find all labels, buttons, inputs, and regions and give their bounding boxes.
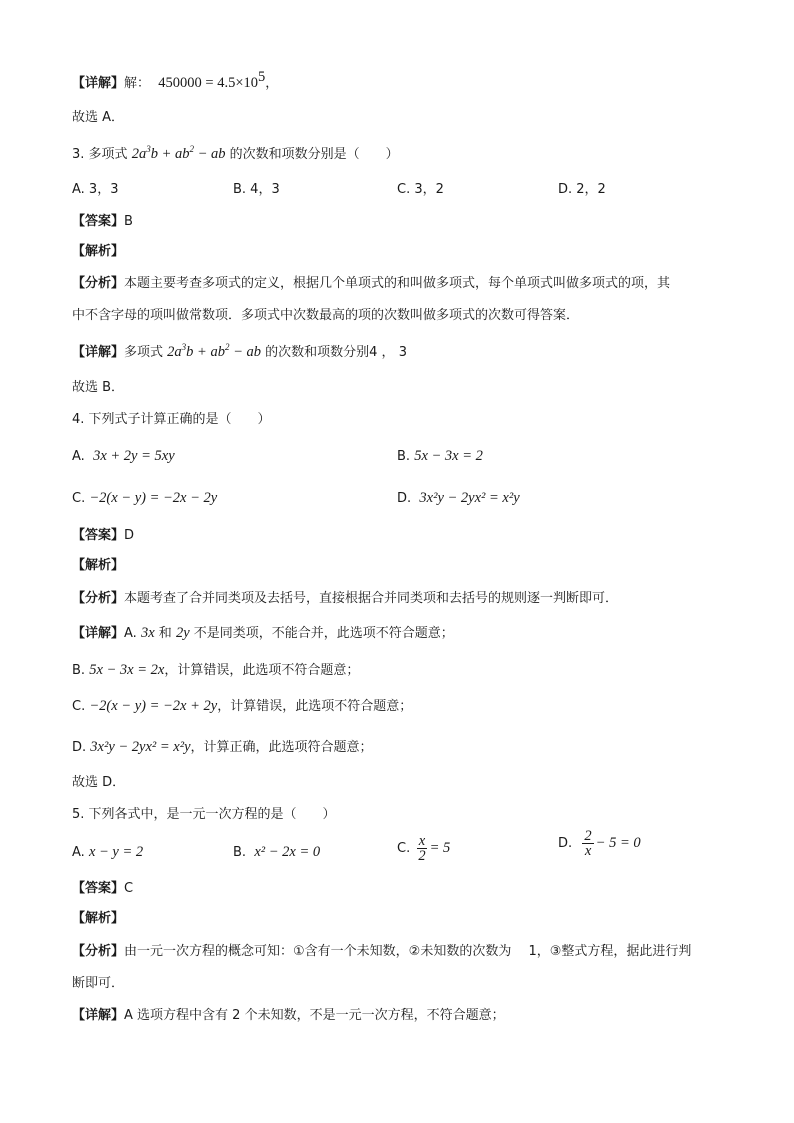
q4-analysis-label: 【解析】 bbox=[72, 558, 125, 573]
q5-option-a bbox=[72, 843, 143, 862]
option-letter: D. bbox=[397, 491, 412, 506]
detail-d-formula: 3x²y − 2yx² = x²y bbox=[90, 739, 191, 755]
option-letter: C. bbox=[397, 841, 411, 856]
q5-detail-a bbox=[72, 1007, 505, 1025]
option-letter: B. bbox=[397, 449, 411, 464]
detail-a-text: 不是同类项，不能合并，此选项不符合题意； bbox=[193, 626, 454, 641]
q3-fenxi-1 bbox=[72, 275, 670, 293]
option-fraction bbox=[416, 834, 427, 863]
detail-d-text: ，计算正确，此选项符合题意； bbox=[190, 740, 373, 755]
q3-detail-formula: $2a^3b + ab^2$ − ab bbox=[167, 342, 262, 360]
detail-formula-exp: 5 bbox=[258, 69, 266, 85]
detail-label: 【详解】 bbox=[72, 1008, 125, 1023]
detail-b-text: ，计算错误，此选项不符合题意； bbox=[164, 663, 360, 678]
detail-c-prefix: C. bbox=[72, 699, 86, 714]
q5-analysis-label: 【解析】 bbox=[72, 911, 125, 926]
detail-c-text: ，计算错误，此选项不符合题意； bbox=[217, 699, 413, 714]
detail-prefix: 多项式 bbox=[124, 345, 164, 360]
q4-detail-d bbox=[72, 738, 373, 757]
option-letter: D. bbox=[558, 836, 573, 851]
fenxi-text: 由一元一次方程的概念可知：①含有一个未知数，②未知数的次数为 1，③整式方程，据此进行判 bbox=[124, 944, 692, 959]
detail-a-and: 和 bbox=[158, 626, 172, 641]
detail-label: 【详解】 bbox=[72, 76, 125, 91]
option-formula: x² − 2x = 0 bbox=[254, 844, 321, 860]
option-letter: C. bbox=[72, 491, 86, 506]
fraction-denominator: x bbox=[584, 843, 592, 859]
q3-detail bbox=[72, 343, 407, 362]
q4-stem: 4. 下列式子计算正确的是（ ） bbox=[72, 412, 271, 427]
q3-stem-prefix: 3. 多项式 bbox=[72, 147, 128, 162]
answer-label: 【答案】 bbox=[72, 528, 125, 543]
q5-option-d bbox=[558, 829, 641, 858]
option-letter: A. bbox=[72, 845, 85, 860]
detail-suffix: 的次数和项数分别4 ， 3 bbox=[265, 345, 407, 360]
q4-option-d bbox=[397, 489, 520, 508]
fenxi-label: 【分析】 bbox=[72, 591, 125, 606]
answer-label: 【答案】 bbox=[72, 881, 125, 896]
detail-a-prefix: A. bbox=[124, 626, 137, 641]
answer-value: D bbox=[124, 528, 135, 543]
q4-option-a bbox=[72, 447, 175, 466]
detail-b-prefix: B. bbox=[72, 663, 86, 678]
q5-option-b bbox=[233, 843, 320, 862]
detail-d-prefix: D. bbox=[72, 740, 87, 755]
q3-fenxi-2: 中不含字母的项叫做常数项．多项式中次数最高的项的次数叫做多项式的次数可得答案． bbox=[72, 308, 580, 323]
q3-stem-suffix: 的次数和项数分别是（ ） bbox=[229, 147, 399, 162]
detail-a-y: 2y bbox=[175, 625, 190, 641]
detail-label: 【详解】 bbox=[72, 626, 125, 641]
q3-option-a: A. 3，3 bbox=[72, 182, 119, 197]
q4-conclusion: 故选 D． bbox=[72, 775, 126, 790]
q4-detail-c bbox=[72, 697, 412, 716]
fenxi-label: 【分析】 bbox=[72, 276, 125, 291]
q3-option-d: D. 2，2 bbox=[558, 182, 606, 197]
q3-option-b: B. 4，3 bbox=[233, 182, 280, 197]
detail-formula: 450000 = 4.5×10 bbox=[158, 75, 259, 91]
fraction-denominator: 2 bbox=[418, 848, 426, 864]
answer-value: C bbox=[124, 881, 134, 896]
option-letter: B. bbox=[233, 845, 247, 860]
q4-option-b bbox=[397, 447, 483, 466]
fenxi-label: 【分析】 bbox=[72, 944, 125, 959]
answer-label: 【答案】 bbox=[72, 214, 125, 229]
option-formula: 3x + 2y = 5xy bbox=[93, 448, 175, 464]
answer-value: B bbox=[124, 214, 133, 229]
detail-label: 【详解】 bbox=[72, 345, 125, 360]
q3-option-c: C. 3，2 bbox=[397, 182, 444, 197]
detail-text: 解： bbox=[124, 76, 151, 91]
fraction-numerator: 2 bbox=[584, 828, 592, 844]
detail-a-text: A 选项方程中含有 2 个未知数，不是一元一次方程，不符合题意； bbox=[124, 1008, 505, 1023]
q5-answer bbox=[72, 880, 133, 898]
q3-stem bbox=[72, 145, 399, 164]
q3-analysis-label: 【解析】 bbox=[72, 244, 125, 259]
option-formula: x − y = 2 bbox=[88, 844, 144, 860]
q4-fenxi bbox=[72, 590, 618, 608]
detail-c-formula: −2(x − y) = −2x + 2y bbox=[89, 698, 218, 714]
option-letter: A. bbox=[72, 449, 85, 464]
fenxi-text: 本题主要考查多项式的定义，根据几个单项式的和叫做多项式，每个单项式叫做多项式的项，其 bbox=[124, 276, 671, 291]
option-formula: 5x − 3x = 2 bbox=[414, 448, 483, 464]
q2-conclusion: 故选 A． bbox=[72, 110, 125, 125]
option-fraction bbox=[582, 829, 593, 858]
q3-stem-formula: $2a^3b + ab^2$ − ab bbox=[131, 144, 226, 162]
fraction-numerator: x bbox=[418, 833, 426, 849]
q3-conclusion: 故选 B． bbox=[72, 380, 125, 395]
q5-fenxi-1 bbox=[72, 943, 691, 961]
q2-detail-line bbox=[72, 69, 279, 93]
detail-formula-tail: ， bbox=[265, 76, 279, 91]
option-formula-rest: − 5 = 0 bbox=[595, 835, 641, 851]
q5-fenxi-2: 断即可． bbox=[72, 976, 125, 991]
detail-b-formula: 5x − 3x = 2x bbox=[89, 662, 165, 678]
detail-a-x: 3x bbox=[140, 625, 155, 641]
q5-option-c bbox=[397, 834, 450, 863]
option-formula: −2(x − y) = −2x − 2y bbox=[89, 490, 218, 506]
q3-answer bbox=[72, 213, 133, 231]
q5-stem: 5. 下列各式中，是一元一次方程的是（ ） bbox=[72, 807, 336, 822]
q4-option-c bbox=[72, 489, 217, 508]
q4-detail-a bbox=[72, 624, 454, 643]
option-formula: 3x²y − 2yx² = x²y bbox=[419, 490, 520, 506]
q4-detail-b bbox=[72, 661, 359, 680]
q4-answer bbox=[72, 527, 134, 545]
option-formula-rest: = 5 bbox=[429, 840, 451, 856]
fenxi-text: 本题考查了合并同类项及去括号，直接根据合并同类项和去括号的规则逐一判断即可． bbox=[124, 591, 619, 606]
